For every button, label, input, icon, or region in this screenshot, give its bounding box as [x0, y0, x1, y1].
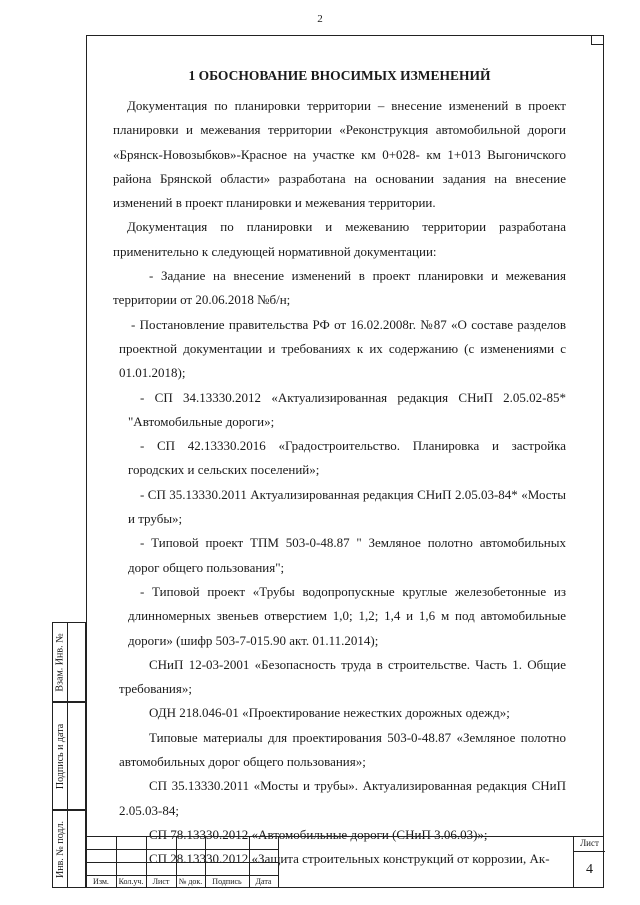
- list-item: СП 78.13330.2012 «Автомобильные дороги (СНиП 3.06.03)»;: [149, 826, 488, 842]
- list-item: - СП 42.13330.2016 «Градостроительство. Планировка и застройка городских и сельских поселений»;: [128, 438, 566, 478]
- list-item: СНиП 12-03-2001 «Безопасность труда в строительстве. Часть 1. Общие требования»;: [119, 656, 566, 697]
- stamp-podpis-data: [52, 702, 86, 810]
- page-number: 2: [317, 13, 323, 25]
- list-item: - Постановление правительства РФ от 16.02.2008г. №87 «О составе разделов проектной документации и требованиях к их содержанию (с изменениями с 01.01.2018);: [119, 316, 566, 381]
- sheet-box: [573, 836, 604, 888]
- stamp-inv-podl: [52, 810, 86, 888]
- document-body: [113, 66, 566, 872]
- tb-col-izm: Изм.: [93, 877, 109, 886]
- list-item: - Типовой проект «Трубы водопропускные круглые железобетонные из длинномерных звеньев отверстием 1,0; 1,2; 1,4 и 1,6 м под автомобильные дороги» (шифр 503-7-015.90 акт. 01.11.2014);: [128, 583, 566, 648]
- list-item: - СП 34.13330.2012 «Актуализированная редакция СНиП 2.05.02-85* "Автомобильные дороги»;: [128, 389, 566, 429]
- list-item: Типовые материалы для проектирования 503-0-48.87 «Земляное полотно автомобильных дорог общего пользования»;: [119, 729, 566, 770]
- section-title: 1 ОБОСНОВАНИЕ ВНОСИМЫХ ИЗМЕНЕНИЙ: [188, 68, 491, 83]
- list-item: ОДН 218.046-01 «Проектирование нежестких дорожных одежд»;: [149, 705, 510, 721]
- title-block: [86, 836, 604, 888]
- stamp-inv-podl-label: Инв. № подл.: [55, 820, 67, 878]
- tb-col-kol-uch: Кол.уч.: [118, 877, 144, 886]
- tb-col-nom-dok: № док.: [178, 877, 203, 886]
- list-item: СП 28.13330.2012 «Защита строительных конструкций от коррозии, Ак-: [149, 851, 550, 867]
- paragraph-normative: Документация по планировки и межеванию территории разработана применительно к следующей нормативной документации:: [113, 219, 566, 259]
- list-item: - СП 35.13330.2011 Актуализированная редакция СНиП 2.05.03-84* «Мосты и трубы»;: [128, 486, 566, 527]
- tb-col-data: Дата: [255, 877, 272, 886]
- stamp-podpis-data-label: Подпись и дата: [55, 723, 66, 789]
- tb-col-podpis: Подпись: [212, 877, 242, 886]
- sheet-number: 4: [586, 862, 593, 877]
- list-item: - Задание на внесение изменений в проект планировки и межевания территории от 20.06.2018 №б/н;: [113, 268, 566, 308]
- paragraph-basis: Документация по планировки территории – внесение изменений в проект планировки и межевания территории «Реконструкция автомобильной дороги «Брянск-Новозыбков»-Красное на участке км 0+028- км 1+013 Выгоничского района Брянской области» разработана на основании задания на внесение изменений в проект планировки и межевания территории.: [113, 98, 566, 211]
- list-item: - Типовой проект ТПМ 503-0-48.87 " Земляное полотно автомобильных дорог общего пользования";: [128, 535, 566, 575]
- list-item: СП 35.13330.2011 «Мосты и трубы». Актуализированная редакция СНиП 2.05.03-84;: [119, 778, 566, 818]
- stamp-vzam-inv-label: Взам. Инв. №: [55, 632, 67, 692]
- sheet-label: Лист: [574, 836, 605, 852]
- stamp-vzam-inv: [52, 622, 86, 702]
- frame-corner-mark: [591, 35, 604, 45]
- tb-col-list: Лист: [152, 877, 170, 886]
